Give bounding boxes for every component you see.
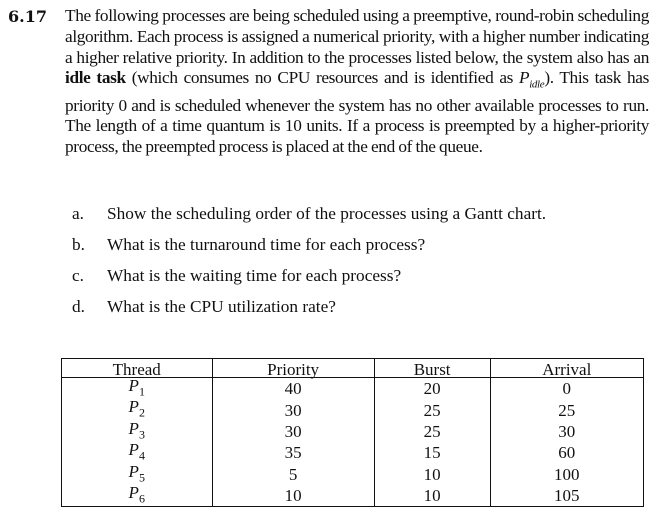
- priority-cell: 30: [212, 421, 374, 442]
- question-d: [72, 296, 642, 327]
- question-text: What is the waiting time for each process?: [107, 266, 402, 285]
- table-row: [62, 442, 644, 463]
- problem-number: 6.17: [8, 7, 47, 26]
- header-thread: Thread: [62, 359, 213, 378]
- table-row: [62, 485, 644, 507]
- arrival-cell: 60: [490, 442, 643, 463]
- arrival-cell: 105: [490, 485, 643, 507]
- thread-letter: P: [128, 376, 139, 395]
- burst-cell: 25: [374, 399, 490, 420]
- priority-cell: 40: [212, 378, 374, 400]
- thread-letter: P: [128, 482, 139, 502]
- priority-cell: 5: [212, 464, 374, 485]
- statement-text-4: ). This task has priority 0 and is scheduled whenever the system has no other available processes to run. The length of a time quantum is 10 units. If a process is preempted by a higher-priority process, the preempted process is placed at the end of the queue.: [65, 68, 649, 157]
- p-idle-sub: idle: [529, 78, 545, 91]
- idle-task-term: idle task: [65, 68, 126, 88]
- question-text: Show the scheduling order of the processes using a Gantt chart.: [107, 204, 547, 223]
- thread-letter: P: [128, 418, 139, 438]
- question-b: [72, 234, 642, 265]
- statement-text-2: (which consumes no: [125, 68, 278, 88]
- header-arrival: Arrival: [490, 359, 643, 378]
- thread-cell: [62, 461, 213, 485]
- thread-letter: P: [128, 440, 139, 460]
- priority-cell: 30: [212, 399, 374, 420]
- thread-index: 4: [138, 448, 145, 463]
- question-text: [107, 296, 336, 318]
- thread-cell: [62, 442, 213, 463]
- cpu-term: CPU: [190, 297, 224, 316]
- question-a: [72, 203, 642, 234]
- thread-cell: [62, 399, 213, 420]
- table-row: [62, 399, 644, 420]
- header-priority: Priority: [212, 359, 374, 378]
- burst-cell: 20: [374, 378, 490, 400]
- thread-index: 1: [138, 384, 145, 399]
- question-text: What is the turnaround time for each process?: [107, 235, 426, 254]
- question-label: c.: [72, 266, 84, 285]
- table-row: [62, 421, 644, 442]
- cpu-term: CPU: [277, 68, 310, 88]
- arrival-cell: 100: [490, 464, 643, 485]
- thread-cell: [62, 378, 213, 400]
- arrival-cell: 0: [490, 378, 643, 400]
- arrival-cell: 25: [490, 399, 643, 420]
- p-idle-main: P: [518, 68, 530, 88]
- thread-index: 5: [138, 469, 145, 484]
- table-header-row: [62, 359, 644, 378]
- burst-cell: 10: [374, 464, 490, 485]
- question-text-post: utilization rate?: [223, 297, 336, 316]
- burst-cell: 15: [374, 442, 490, 463]
- question-label: a.: [72, 204, 84, 223]
- arrival-cell: 30: [490, 421, 643, 442]
- statement-text-1: The following processes are being scheduled using a preemptive, round-robin scheduling algorithm. Each process is assigned a numerical priority, with a higher number indicating a higher relative priority. In addition to the processes listed below, the system also has an: [65, 6, 649, 67]
- header-burst: Burst: [374, 359, 490, 378]
- question-label: b.: [72, 235, 85, 254]
- questions-list: [72, 203, 642, 327]
- table-row: [62, 464, 644, 485]
- thread-letter: P: [128, 461, 139, 481]
- burst-cell: 10: [374, 485, 490, 507]
- thread-index: 2: [138, 405, 145, 420]
- process-table: [61, 358, 644, 507]
- thread-index: 3: [138, 427, 145, 442]
- question-label: d.: [72, 297, 85, 316]
- p-idle-symbol: [518, 68, 545, 91]
- question-text-pre: What is the: [107, 297, 191, 316]
- thread-cell: [62, 482, 213, 507]
- priority-cell: 35: [212, 442, 374, 463]
- thread-cell: [62, 418, 213, 442]
- table-row: [62, 378, 644, 400]
- burst-cell: 25: [374, 421, 490, 442]
- priority-cell: 10: [212, 485, 374, 507]
- thread-index: 6: [138, 491, 145, 506]
- statement-text-3: resources and is identified as: [310, 68, 519, 88]
- thread-letter: P: [128, 397, 139, 417]
- question-c: [72, 265, 642, 296]
- problem-statement: [65, 6, 649, 158]
